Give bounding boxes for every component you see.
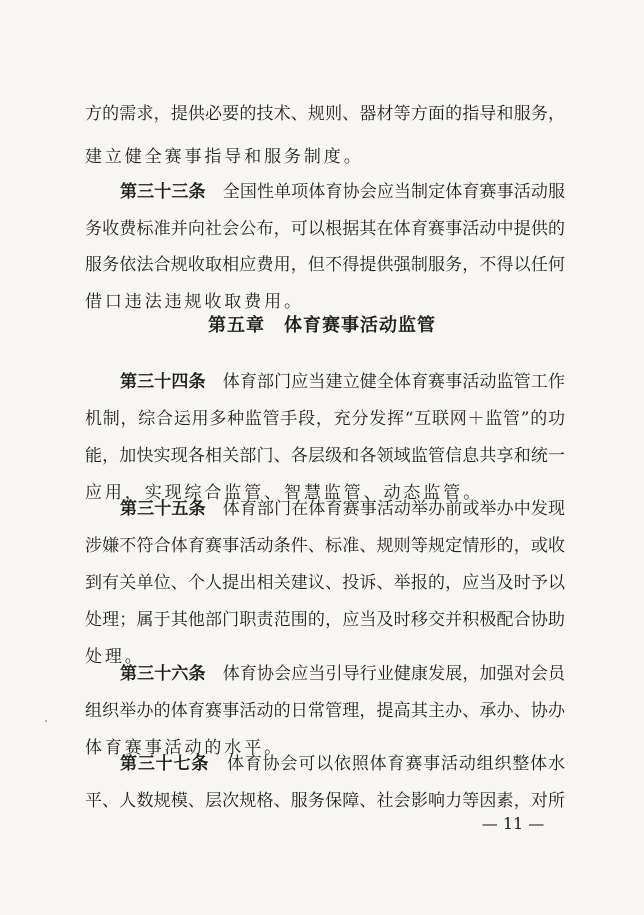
article-35-text: 体育部门在体育赛事活动举办前或举办中发现 bbox=[222, 499, 566, 519]
article-33-line bbox=[120, 180, 565, 204]
scan-speck bbox=[45, 720, 47, 722]
article-34-heading: 第三十四条 bbox=[120, 372, 206, 392]
article-35-heading: 第三十五条 bbox=[120, 499, 206, 519]
text-line: 服务依法合规收取相应费用，但不得提供强制服务，不得以任何 bbox=[85, 255, 565, 275]
article-36-line bbox=[120, 662, 565, 686]
text-line: 能，加快实现各相关部门、各层级和各领域监管信息共享和统一 bbox=[85, 446, 565, 466]
text-line: 方的需求，提供必要的技术、规则、器材等方面的指导和服务， bbox=[85, 104, 565, 124]
article-35-line bbox=[120, 497, 565, 521]
article-36-text: 体育协会应当引导行业健康发展，加强对会员 bbox=[222, 664, 566, 684]
article-37-heading: 第三十七条 bbox=[120, 754, 210, 774]
article-36-heading: 第三十六条 bbox=[120, 664, 206, 684]
text-line: 务收费标准并向社会公布，可以根据其在体育赛事活动中提供的 bbox=[85, 219, 565, 239]
text-line: 建立健全赛事指导和服务制度。 bbox=[85, 147, 364, 167]
text-line: 到有关单位、个人提出相关建议、投诉、举报的，应当及时予以 bbox=[85, 573, 565, 593]
article-34-line bbox=[120, 370, 565, 394]
text-line: 处理。 bbox=[85, 647, 145, 667]
text-line: 机制，综合运用多种监管手段，充分发挥“互联网＋监管”的功 bbox=[85, 409, 565, 429]
text-line: 涉嫌不符合体育赛事活动条件、标准、规则等规定情形的，或收 bbox=[85, 536, 565, 556]
article-37-text: 体育协会可以依照体育赛事活动组织整体水 bbox=[227, 754, 566, 774]
text-line: 借口违法违规收取费用。 bbox=[85, 292, 304, 312]
article-33-text: 全国性单项体育协会应当制定体育赛事活动服 bbox=[222, 182, 566, 202]
text-line: 平、人数规模、层次规格、服务保障、社会影响力等因素，对所 bbox=[85, 791, 565, 811]
text-line: 应用，实现综合监管、智慧监管、动态监管。 bbox=[85, 483, 483, 503]
chapter-title: 第五章 体育赛事活动监管 bbox=[208, 315, 436, 336]
article-37-line bbox=[120, 752, 565, 776]
text-line: 体育赛事活动的水平。 bbox=[85, 738, 284, 758]
page-number: — 11 — bbox=[481, 814, 545, 833]
article-34-text: 体育部门应当建立健全体育赛事活动监管工作 bbox=[222, 372, 566, 392]
article-33-heading: 第三十三条 bbox=[120, 182, 206, 202]
text-line: 组织举办的体育赛事活动的日常管理，提高其主办、承办、协办 bbox=[85, 701, 565, 721]
text-line: 处理；属于其他部门职责范围的，应当及时移交并积极配合协助 bbox=[85, 610, 565, 630]
